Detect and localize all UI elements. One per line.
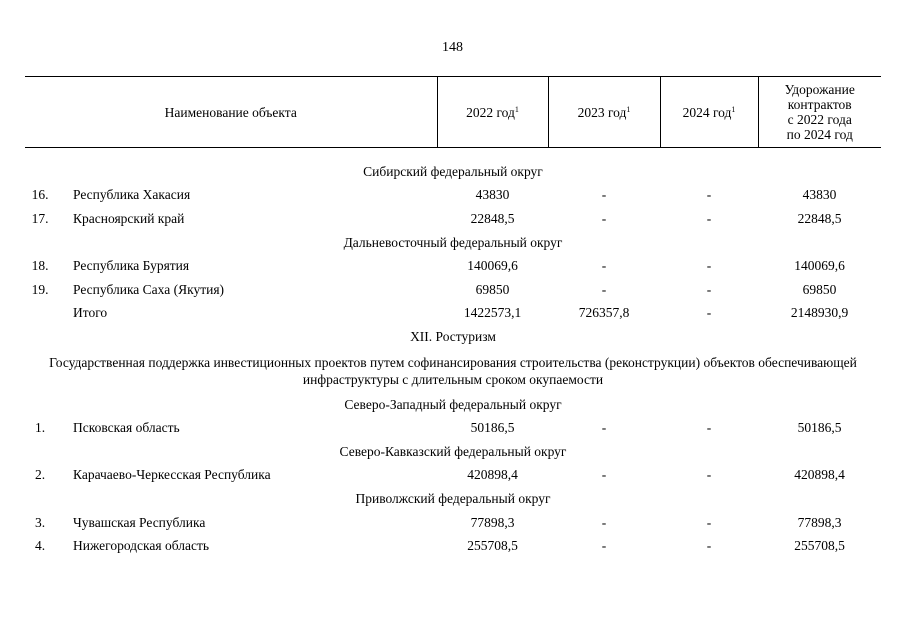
value-2022: 69850 — [475, 281, 510, 297]
value-2022: 50186,5 — [470, 420, 515, 436]
value-2022: 77898,3 — [470, 514, 515, 530]
table-row — [25, 511, 881, 535]
value-2022: 43830 — [475, 187, 510, 203]
section-heading: Сибирский федеральный округ — [363, 163, 543, 179]
row-number: 18. — [31, 258, 49, 274]
row-number: 16. — [31, 187, 49, 203]
section-heading: XII. Ростуризм — [410, 328, 496, 344]
object-name: Псковская область — [73, 420, 180, 436]
row-number: 19. — [31, 281, 49, 297]
table-row — [25, 464, 881, 488]
table-row — [25, 534, 881, 558]
value-2023: - — [601, 281, 607, 297]
value-cost-increase: 43830 — [802, 187, 837, 203]
page-number: 148 — [442, 40, 463, 55]
header-year-2024: 2024 год$^1$ — [660, 77, 758, 148]
row-number: 2. — [34, 467, 46, 483]
section-heading: Северо-Западный федеральный округ — [344, 396, 562, 412]
value-2022: 255708,5 — [467, 538, 518, 554]
value-2023: - — [601, 538, 607, 554]
table-row — [25, 207, 881, 231]
value-2024: - — [706, 281, 712, 297]
value-2022: 420898,4 — [467, 467, 518, 483]
header-year-2022: 2022 год$^1$ — [437, 77, 548, 148]
value-2023: - — [601, 258, 607, 274]
table-row — [25, 278, 881, 302]
value-2024: - — [706, 187, 712, 203]
table-row — [25, 302, 881, 326]
value-cost-increase: 22848,5 — [797, 210, 842, 226]
value-2023: - — [601, 467, 607, 483]
table-row — [25, 416, 881, 440]
section-heading: Дальневосточный федеральный округ — [343, 234, 563, 250]
value-2023: 726357,8 — [578, 305, 630, 321]
row-number: 1. — [34, 420, 46, 436]
value-2023: - — [601, 210, 607, 226]
value-2024: - — [706, 467, 712, 483]
table-body — [25, 160, 881, 558]
object-name: Карачаево-Черкесская Республика — [73, 467, 271, 483]
object-name: Республика Хакасия — [73, 187, 191, 203]
value-cost-increase: 140069,6 — [794, 258, 845, 274]
table-row — [25, 254, 881, 278]
value-2023: - — [601, 420, 607, 436]
section-heading: Северо-Кавказский федеральный округ — [339, 443, 567, 459]
value-2023: - — [601, 514, 607, 530]
header-cost-increase: Удорожание контрактов с 2022 года по 2024 год — [758, 77, 881, 148]
value-2022: 140069,6 — [467, 258, 518, 274]
value-2024: - — [706, 538, 712, 554]
section-heading: Государственная поддержка инвестиционных проектов путем софинансирования строительства (реконструкции) объектов обеспечивающей инфраструктуры с длительным сроком окупаемости — [49, 354, 857, 387]
table-header — [25, 76, 881, 148]
object-name: Красноярский край — [73, 210, 185, 226]
value-cost-increase: 77898,3 — [797, 514, 842, 530]
object-name: Итого — [73, 305, 108, 321]
row-number: 4. — [34, 538, 46, 554]
header-object-name: Наименование объекта — [25, 77, 437, 148]
value-2024: - — [706, 258, 712, 274]
row-number: 3. — [34, 514, 46, 530]
value-2022: 22848,5 — [470, 210, 515, 226]
value-2024: - — [706, 210, 712, 226]
table-row — [25, 184, 881, 208]
value-2023: - — [601, 187, 607, 203]
section-heading: Приволжский федеральный округ — [355, 490, 551, 506]
header-year-2023: 2023 год$^1$ — [548, 77, 660, 148]
value-2024: - — [706, 305, 712, 321]
object-name: Республика Саха (Якутия) — [73, 281, 225, 297]
value-cost-increase: 2148930,9 — [790, 305, 849, 321]
value-cost-increase: 420898,4 — [794, 467, 845, 483]
value-cost-increase: 69850 — [802, 281, 837, 297]
object-name: Чувашская Республика — [73, 514, 206, 530]
value-2024: - — [706, 514, 712, 530]
object-name: Нижегородская область — [73, 538, 210, 554]
row-number: 17. — [31, 210, 49, 226]
value-2022: 1422573,1 — [463, 305, 522, 321]
object-name: Республика Бурятия — [73, 258, 190, 274]
value-2024: - — [706, 420, 712, 436]
value-cost-increase: 255708,5 — [794, 538, 845, 554]
value-cost-increase: 50186,5 — [797, 420, 842, 436]
